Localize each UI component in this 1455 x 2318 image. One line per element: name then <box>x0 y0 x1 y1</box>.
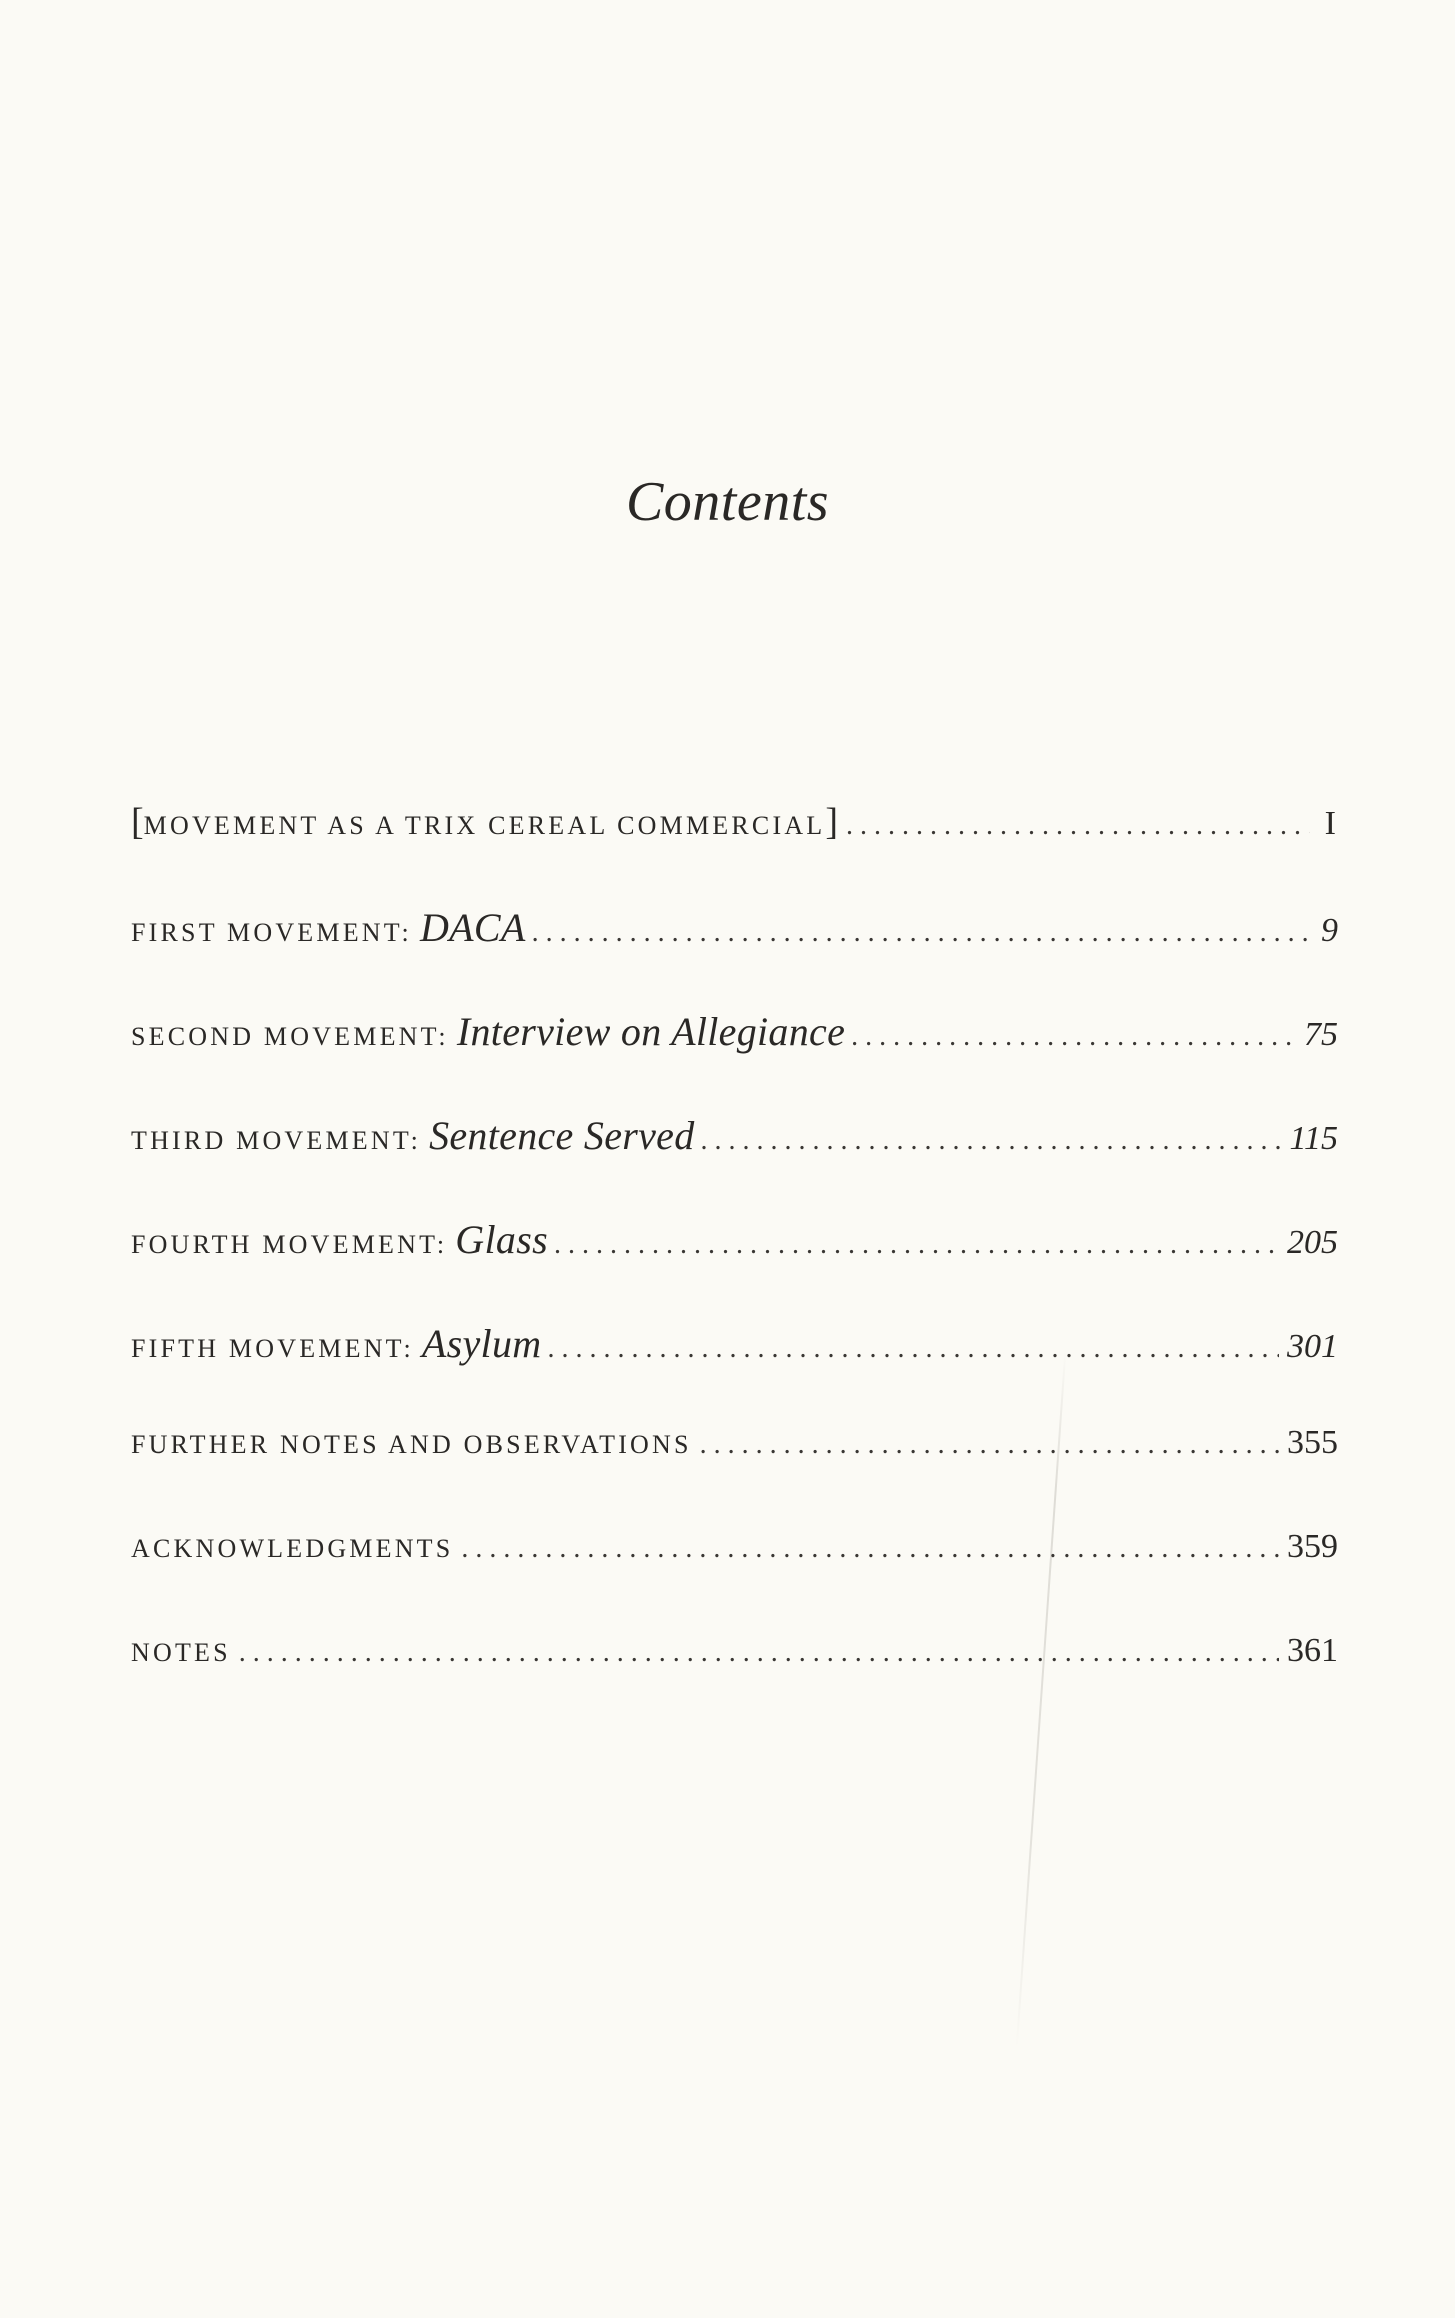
toc-entry-label: NOTES <box>131 1638 231 1667</box>
toc-entry-subtitle: DACA <box>419 905 526 950</box>
toc-entry-page: 75 <box>1304 1016 1338 1053</box>
toc-entry-page: 9 <box>1321 912 1338 949</box>
toc-entry-subtitle: Asylum <box>421 1321 542 1366</box>
toc-entry-label: FIRST MOVEMENT: <box>131 918 412 947</box>
toc-entry-subtitle: Sentence Served <box>429 1113 695 1158</box>
dot-leader <box>547 1333 1279 1365</box>
toc-entry-label: MOVEMENT AS A TRIX CEREAL COMMERCIAL <box>143 811 826 840</box>
toc-entry-page: 355 <box>1287 1424 1338 1461</box>
toc-entry-first-movement <box>131 904 1338 1008</box>
dot-leader <box>846 810 1310 842</box>
dot-leader <box>239 1637 1279 1669</box>
dot-leader <box>461 1533 1279 1565</box>
toc-entry-subtitle: Interview on Allegiance <box>456 1009 846 1054</box>
toc-entry-page: I <box>1324 805 1338 842</box>
dot-leader <box>700 1429 1279 1461</box>
toc-entry-label: FOURTH MOVEMENT: <box>131 1230 448 1259</box>
page-title: Contents <box>625 471 830 533</box>
toc-entry-subtitle: Glass <box>455 1217 548 1262</box>
toc-entry-label: ACKNOWLEDGMENTS <box>131 1534 454 1563</box>
dot-leader <box>532 917 1310 949</box>
toc-entry-page: 361 <box>1287 1632 1338 1669</box>
bracket-open: [ <box>131 801 144 843</box>
toc-entry-fifth-movement <box>131 1320 1338 1424</box>
toc-entry-label: FIFTH MOVEMENT: <box>131 1334 414 1363</box>
toc-entry-second-movement <box>131 1008 1338 1112</box>
toc-entry-third-movement <box>131 1112 1338 1216</box>
toc-entry-label: FURTHER NOTES AND OBSERVATIONS <box>131 1430 692 1459</box>
dot-leader <box>851 1021 1296 1053</box>
toc-entry-page: 359 <box>1287 1528 1338 1565</box>
toc-entry-page: 301 <box>1287 1328 1338 1365</box>
toc-entry-page: 205 <box>1287 1224 1338 1261</box>
dot-leader <box>701 1125 1282 1157</box>
dot-leader <box>554 1229 1279 1261</box>
toc-entry-label: SECOND MOVEMENT: <box>131 1022 449 1051</box>
table-of-contents <box>131 800 1338 1736</box>
toc-entry-acknowledgments <box>131 1528 1338 1632</box>
toc-entry-label: THIRD MOVEMENT: <box>131 1126 422 1155</box>
toc-entry-notes <box>131 1632 1338 1736</box>
bracket-close: ] <box>825 801 839 843</box>
toc-entry-trix-commercial <box>131 800 1338 904</box>
toc-entry-page: 115 <box>1289 1120 1338 1157</box>
toc-entry-fourth-movement <box>131 1216 1338 1320</box>
toc-entry-further-notes <box>131 1424 1338 1528</box>
